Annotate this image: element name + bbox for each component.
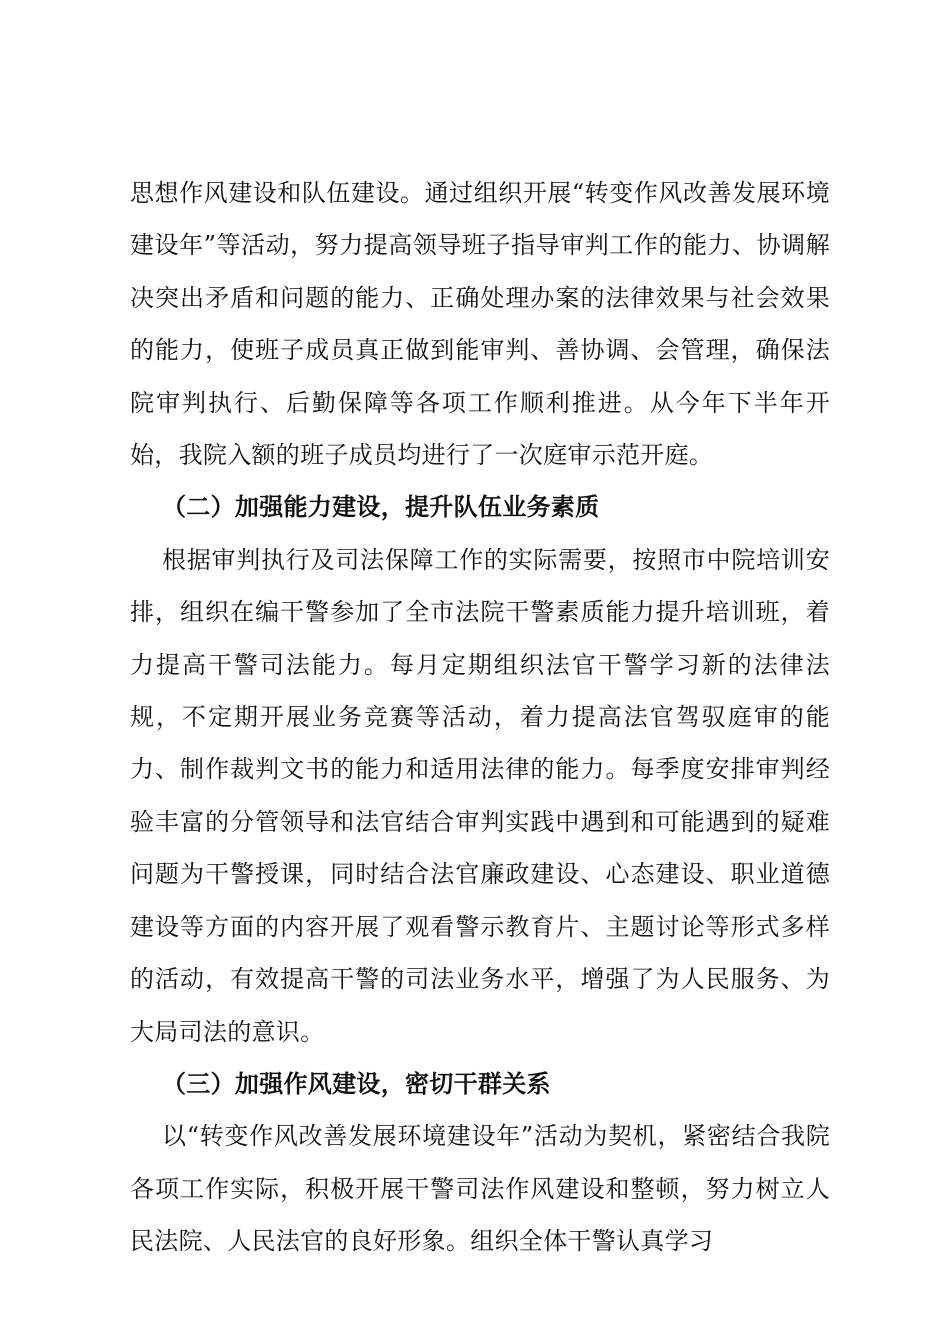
paragraph-style-building: 以“转变作风改善发展环境建设年”活动为契机，紧密结合我院各项工作实际，积极开展干警司法作风建设和整顿，努力树立人民法院、人民法官的良好形象。组织全体干警认真学习 — [130, 1122, 830, 1256]
document-body — [130, 167, 830, 1268]
paragraph-capability-building: 根据审判执行及司法保障工作的实际需要，按照市中院培训安排，组织在编干警参加了全市法院干警素质能力提升培训班，着力提高干警司法能力。每月定期组织法官干警学习新的法律法规，不定期开展业务竞赛等活动，着力提高法官驾驭庭审的能力、制作裁判文书的能力和适用法律的能力。每季度安排审判经验丰富的分管领导和法官结合审判实践中遇到和可能遇到的疑难问题为干警授课，同时结合法官廉政建设、心态建设、职业道德建设等方面的内容开展了观看警示教育片、主题讨论等形式多样的活动，有效提高干警的司法业务水平，增强了为人民服务、为大局司法的意识。 — [130, 545, 830, 1046]
section-heading-3: （三）加强作风建设，密切干群关系 — [162, 1068, 551, 1098]
paragraph-continuation: 思想作风建设和队伍建设。通过组织开展“转变作风改善发展环境建设年”等活动，努力提高领导班子指导审判工作的能力、协调解决突出矛盾和问题的能力、正确处理办案的法律效果与社会效果的能力，使班子成员真正做到能审判、善协调、会管理，确保法院审判执行、后勤保障等各项工作顺利推进。从今年下半年开始，我院入额的班子成员均进行了一次庭审示范开庭。 — [130, 179, 830, 470]
section-heading-2: （二）加强能力建设，提升队伍业务素质 — [162, 492, 600, 522]
